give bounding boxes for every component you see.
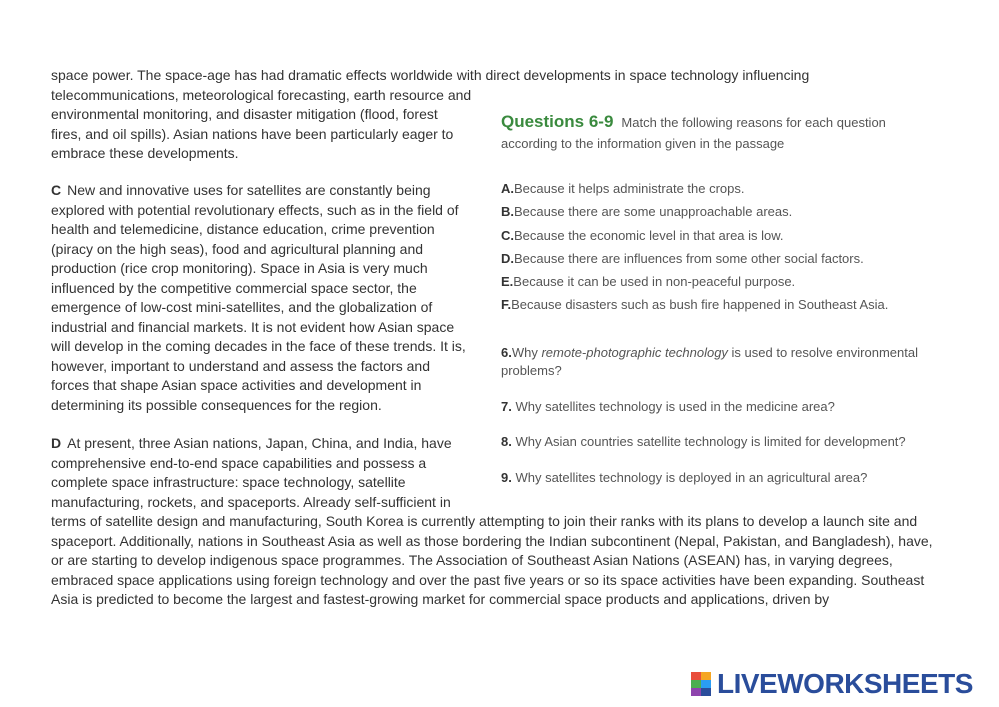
option-a xyxy=(501,181,745,196)
passage-line: however, important to understand and assess the factors and xyxy=(51,358,431,374)
passage-line: health and telemedicine, distance education, crime prevention xyxy=(51,221,435,237)
passage-line: terms of satellite design and manufacturing, South Korea is currently attempting to join their ranks with its plans to develop a launch site and xyxy=(51,513,918,529)
question-text: Why Asian countries satellite technology is limited for development? xyxy=(511,434,906,449)
option-letter: E. xyxy=(501,274,514,289)
question-number: 9. xyxy=(501,470,512,485)
question-number: 7. xyxy=(501,399,512,414)
passage-line: spaceport. Additionally, nations in Southeast Asia as well as those bordering the Indian subcontinent (Nepal, Pakistan, and Bangladesh), have, xyxy=(51,533,933,549)
option-text: Because it helps administrate the crops. xyxy=(514,181,745,196)
option-text: Because it can be used in non-peaceful purpose. xyxy=(513,274,796,289)
question-9 xyxy=(501,470,867,485)
passage-line: emergence of low-cost mini-satellites, and the globalization of xyxy=(51,299,433,315)
passage-line: forces that shape Asian space activities and development in xyxy=(51,377,422,393)
option-text: Because there are some unapproachable areas. xyxy=(514,204,793,219)
option-letter: B. xyxy=(501,204,514,219)
option-text: Because disasters such as bush fire happened in Southeast Asia. xyxy=(511,297,889,312)
option-b xyxy=(501,204,792,219)
passage-line: fires, and oil spills). Asian nations have been particularly eager to xyxy=(51,126,454,142)
questions-instruction-line2: according to the information given in the passage xyxy=(501,136,785,151)
passage-line: influenced by the competitive commercial space sector, the xyxy=(51,280,417,296)
question-text: is used to resolve environmental xyxy=(727,345,918,360)
section-d-letter: D xyxy=(51,435,62,451)
option-f xyxy=(501,297,888,312)
option-letter: F. xyxy=(501,297,512,312)
section-c-line xyxy=(51,181,431,201)
passage-line: complete space infrastructure: space technology, satellite xyxy=(51,474,406,490)
question-italic-text: remote-photographic technology xyxy=(541,345,728,360)
passage-line: Asia is predicted to become the largest and fastest-growing market for commercial space products and applications, driven by xyxy=(51,591,830,607)
passage-line: explored with potential revolutionary effects, such as in the field of xyxy=(51,202,459,218)
passage-line: environmental monitoring, and disaster mitigation (flood, forest xyxy=(51,106,438,122)
passage-line: production (rice crop monitoring). Space in Asia is very much xyxy=(51,260,428,276)
question-7 xyxy=(501,399,835,414)
passage-line: (piracy on the high seas), food and agricultural planning and xyxy=(51,241,424,257)
logo-text: LIVEWORKSHEETS xyxy=(717,668,973,699)
passage-text: New and innovative uses for satellites are constantly being xyxy=(67,182,431,198)
question-6 xyxy=(501,345,918,360)
question-text: Why xyxy=(511,345,542,360)
question-text: Why satellites technology is deployed in an agricultural area? xyxy=(511,470,868,485)
option-c xyxy=(501,228,784,243)
passage-line: or are starting to develop indigenous space programmes. The Association of Southeast Asian Nations (ASEAN) has, in varying degrees, xyxy=(51,552,893,568)
question-number: 8. xyxy=(501,434,512,449)
passage-text: At present, three Asian nations, Japan, China, and India, have xyxy=(67,435,452,451)
option-e xyxy=(501,274,795,289)
logo-icon xyxy=(691,672,711,696)
passage-line: space power. The space-age has had dramatic effects worldwide with direct developments in space technology influencing xyxy=(51,67,810,83)
passage-line: embrace these developments. xyxy=(51,145,239,161)
questions-instruction: Match the following reasons for each question xyxy=(621,115,886,130)
liveworksheets-logo xyxy=(691,668,973,700)
passage-line: manufacturing, rockets, and spaceports. Already self-sufficient in xyxy=(51,494,451,510)
option-letter: C. xyxy=(501,228,514,243)
option-text: Because the economic level in that area is low. xyxy=(514,228,784,243)
question-8 xyxy=(501,434,906,449)
option-text: Because there are influences from some other social factors. xyxy=(514,251,864,266)
question-number: 6. xyxy=(501,345,512,360)
passage-line: comprehensive end-to-end space capabilities and possess a xyxy=(51,455,427,471)
option-letter: D. xyxy=(501,251,514,266)
questions-title: Questions 6-9 xyxy=(501,112,614,131)
option-letter: A. xyxy=(501,181,514,196)
option-d xyxy=(501,251,864,266)
section-c-letter: C xyxy=(51,182,62,198)
passage-line: embraced space applications using foreign technology and over the past five years or so its space activities have been expanding. Southeast xyxy=(51,572,925,588)
passage-line: telecommunications, meteorological forecasting, earth resource and xyxy=(51,87,472,103)
question-6-line2: problems? xyxy=(501,363,562,378)
passage-line: industrial and financial markets. It is not evident how Asian space xyxy=(51,319,455,335)
passage-line: will develop in the coming decades in the face of these trends. It is, xyxy=(51,338,466,354)
question-text: Why satellites technology is used in the medicine area? xyxy=(511,399,835,414)
passage-line: determining its possible consequences for the region. xyxy=(51,397,382,413)
questions-heading xyxy=(501,112,886,132)
section-d-line xyxy=(51,434,452,454)
